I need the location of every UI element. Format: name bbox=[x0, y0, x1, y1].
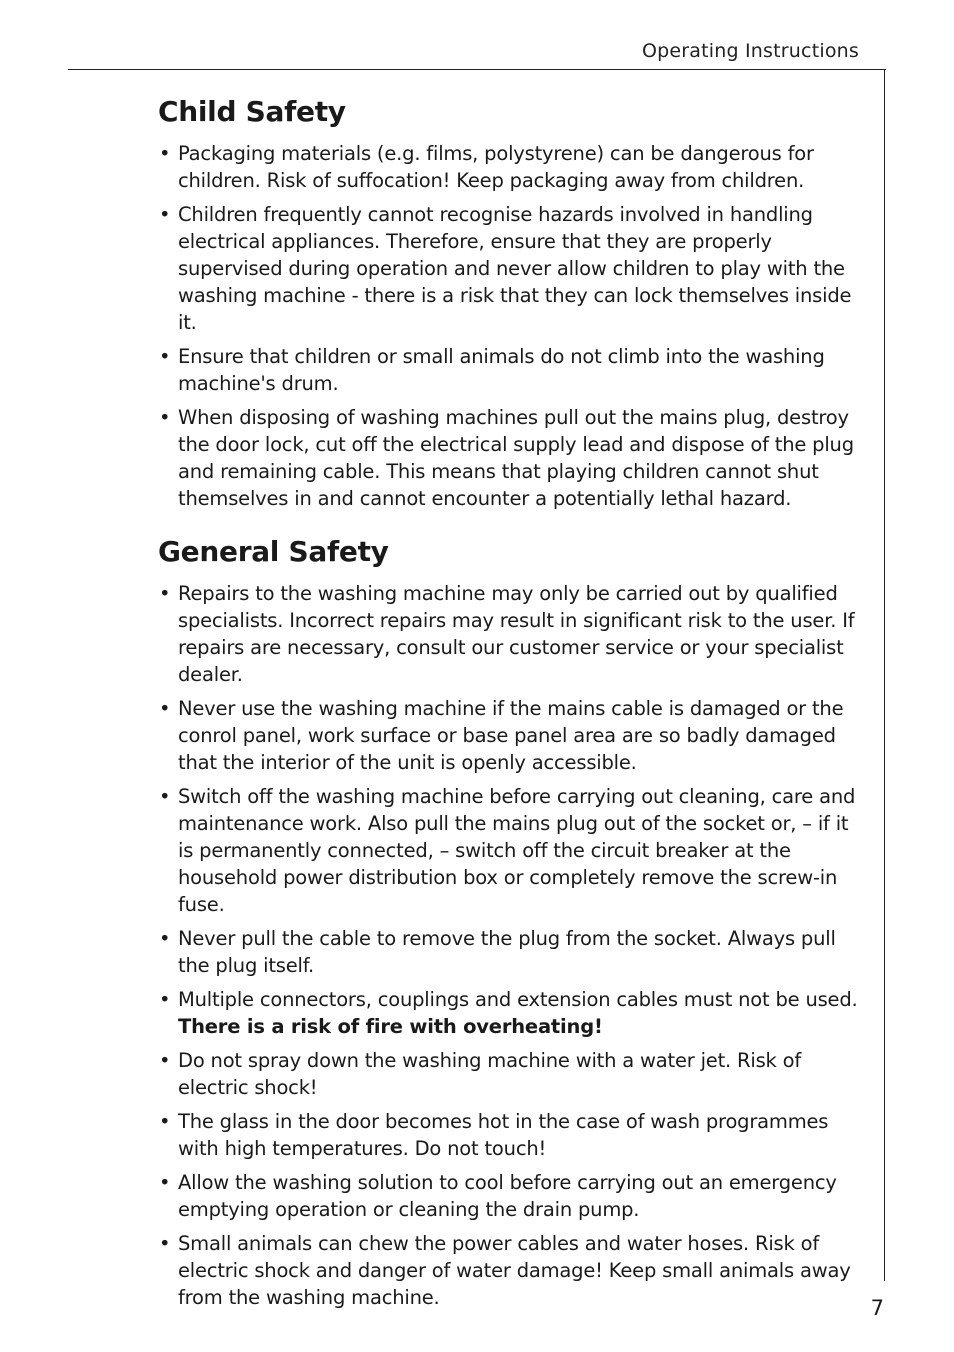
list-item bbox=[158, 695, 868, 776]
list-item bbox=[158, 343, 868, 397]
list-item-text: Packaging materials (e.g. films, polystyrene) can be dangerous for children. Risk of suffocation! Keep packaging away from children. bbox=[178, 142, 814, 192]
list-item-text: Never use the washing machine if the mains cable is damaged or the conrol panel, work surface or base panel area are so badly damaged that the interior of the unit is openly accessible. bbox=[178, 697, 844, 774]
child-safety-list bbox=[158, 140, 868, 512]
list-item bbox=[158, 580, 868, 688]
header-rule bbox=[68, 69, 886, 70]
page-number: 7 bbox=[870, 1296, 884, 1320]
child-safety-heading: Child Safety bbox=[158, 95, 346, 128]
bullet-icon: • bbox=[159, 927, 171, 950]
list-item-text: When disposing of washing machines pull out the mains plug, destroy the door lock, cut off the electrical supply lead and dispose of the plug and remaining cable. This means that playing children cannot shut themselves in and cannot encounter a potentially lethal hazard. bbox=[178, 406, 854, 510]
list-item-text: Ensure that children or small animals do not climb into the washing machine's drum. bbox=[178, 345, 825, 395]
bullet-icon: • bbox=[159, 1171, 171, 1194]
list-item bbox=[158, 1230, 868, 1311]
bullet-icon: • bbox=[159, 1049, 171, 1072]
page-content bbox=[158, 92, 868, 1318]
bullet-icon: • bbox=[159, 406, 171, 429]
margin-rule bbox=[884, 69, 885, 1281]
fire-warning-text: There is a risk of fire with overheating! bbox=[178, 1015, 603, 1038]
list-item-text: Small animals can chew the power cables and water hoses. Risk of electric shock and danger of water damage! Keep small animals away from the washing machine. bbox=[178, 1232, 851, 1309]
list-item bbox=[158, 140, 868, 194]
header-title: Operating Instructions bbox=[641, 40, 859, 62]
list-item-text: Multiple connectors, couplings and extension cables must not be used. bbox=[178, 988, 858, 1011]
list-item bbox=[158, 1047, 868, 1101]
list-item-text: Repairs to the washing machine may only be carried out by qualified specialists. Incorrect repairs may result in significant risk to the user. If repairs are necessary, consult our customer service or your specialist dealer. bbox=[178, 582, 855, 686]
bullet-icon: • bbox=[159, 785, 171, 808]
list-item-text: Allow the washing solution to cool before carrying out an emergency emptying operation or cleaning the drain pump. bbox=[178, 1171, 837, 1221]
bullet-icon: • bbox=[159, 697, 171, 720]
list-item-text: Do not spray down the washing machine with a water jet. Risk of electric shock! bbox=[178, 1049, 802, 1099]
list-item bbox=[158, 404, 868, 512]
bullet-icon: • bbox=[159, 345, 171, 368]
list-item-text: The glass in the door becomes hot in the case of wash programmes with high temperatures. Do not touch! bbox=[178, 1110, 829, 1160]
list-item-text: Switch off the washing machine before carrying out cleaning, care and maintenance work. Also pull the mains plug out of the socket or, – if it is permanently connected, – switch off the circuit breaker at the household power distribution box or completely remove the screw-in fuse. bbox=[178, 785, 856, 916]
list-item-text: Never pull the cable to remove the plug from the socket. Always pull the plug itself. bbox=[178, 927, 836, 977]
list-item bbox=[158, 783, 868, 918]
list-item bbox=[158, 986, 868, 1040]
bullet-icon: • bbox=[159, 582, 171, 605]
bullet-icon: • bbox=[159, 1232, 171, 1255]
bullet-icon: • bbox=[159, 203, 171, 226]
bullet-icon: • bbox=[159, 988, 171, 1011]
list-item bbox=[158, 1108, 868, 1162]
list-item bbox=[158, 1169, 868, 1223]
bullet-icon: • bbox=[159, 142, 171, 165]
general-safety-list bbox=[158, 580, 868, 1311]
list-item bbox=[158, 925, 868, 979]
general-safety-heading: General Safety bbox=[158, 535, 389, 568]
list-item bbox=[158, 201, 868, 336]
list-item-text: Children frequently cannot recognise hazards involved in handling electrical appliances. Therefore, ensure that they are properly supervised during operation and never allow children to play with the washing machine - there is a risk that they can lock themselves inside it. bbox=[178, 203, 852, 334]
bullet-icon: • bbox=[159, 1110, 171, 1133]
